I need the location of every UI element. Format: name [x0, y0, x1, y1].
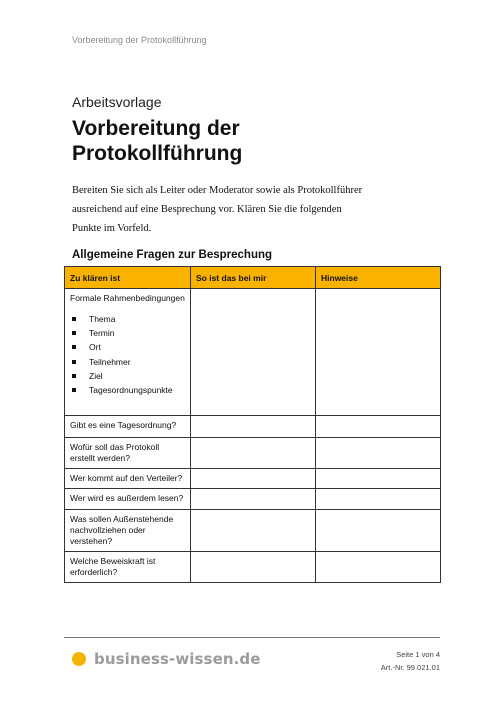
answer-cell[interactable]: [191, 552, 316, 583]
notes-cell[interactable]: [316, 416, 441, 438]
article-number: Art.-Nr. 99.021.01: [380, 663, 440, 672]
logo-text: business-wissen.de: [94, 650, 261, 668]
bullet-list: [70, 314, 185, 399]
brand-logo: [72, 650, 261, 668]
title-line-2: Protokollführung: [72, 142, 243, 165]
table-header-row: [65, 267, 441, 289]
column-header-notes: Hinweise: [316, 267, 441, 289]
answer-cell[interactable]: [191, 510, 316, 552]
checklist-table: [64, 266, 441, 583]
title-line-1: Vorbereitung der: [72, 117, 240, 140]
page-number: Seite 1 von 4: [396, 650, 440, 659]
notes-cell[interactable]: [316, 469, 441, 489]
answer-cell[interactable]: [191, 489, 316, 510]
table-row: [65, 469, 441, 489]
notes-cell[interactable]: [316, 289, 441, 416]
page-title: [72, 116, 392, 166]
column-header-status: So ist das bei mir: [191, 267, 316, 289]
list-item: Termin: [70, 328, 185, 342]
table-row: [65, 552, 441, 583]
row-label: Was sollen Außenstehende nachvollziehen oder verstehen?: [65, 510, 191, 552]
list-item: Ziel: [70, 371, 185, 385]
list-item: Teilnehmer: [70, 357, 185, 371]
intro-paragraph: Bereiten Sie sich als Leiter oder Moderator sowie als Protokollführer ausreichend auf eine Besprechung vor. Klären Sie die folgenden Punkte im Vorfeld.: [72, 185, 363, 234]
answer-cell[interactable]: [191, 438, 316, 469]
page-info: [381, 648, 440, 674]
row-label: Wofür soll das Protokoll erstellt werden?: [65, 438, 191, 469]
table-row: [65, 489, 441, 510]
section-heading: Allgemeine Fragen zur Besprechung: [72, 249, 273, 261]
table-row: [65, 416, 441, 438]
notes-cell[interactable]: [316, 489, 441, 510]
notes-cell[interactable]: [316, 438, 441, 469]
row-label: Welche Beweiskraft ist erforderlich?: [65, 552, 191, 583]
table-row: [65, 510, 441, 552]
notes-cell[interactable]: [316, 552, 441, 583]
logo-dot-icon: [72, 652, 86, 666]
document-type: Arbeitsvorlage: [72, 94, 162, 110]
row-label: Formale Rahmenbedingungen: [70, 293, 185, 303]
answer-cell[interactable]: [191, 289, 316, 416]
row-label: Gibt es eine Tagesordnung?: [65, 416, 191, 438]
row-label: Wer wird es außerdem lesen?: [65, 489, 191, 510]
table-row: [65, 438, 441, 469]
answer-cell[interactable]: [191, 416, 316, 438]
list-item: Thema: [70, 314, 185, 328]
list-item: Tagesordnungspunkte: [70, 385, 185, 399]
running-header: Vorbereitung der Protokollführung: [72, 35, 207, 45]
row-label-cell: [65, 289, 191, 416]
answer-cell[interactable]: [191, 469, 316, 489]
list-item: Ort: [70, 342, 185, 356]
table-row: [65, 289, 441, 416]
footer-divider: [64, 637, 440, 638]
column-header-topic: Zu klären ist: [65, 267, 191, 289]
notes-cell[interactable]: [316, 510, 441, 552]
row-label: Wer kommt auf den Verteiler?: [65, 469, 191, 489]
